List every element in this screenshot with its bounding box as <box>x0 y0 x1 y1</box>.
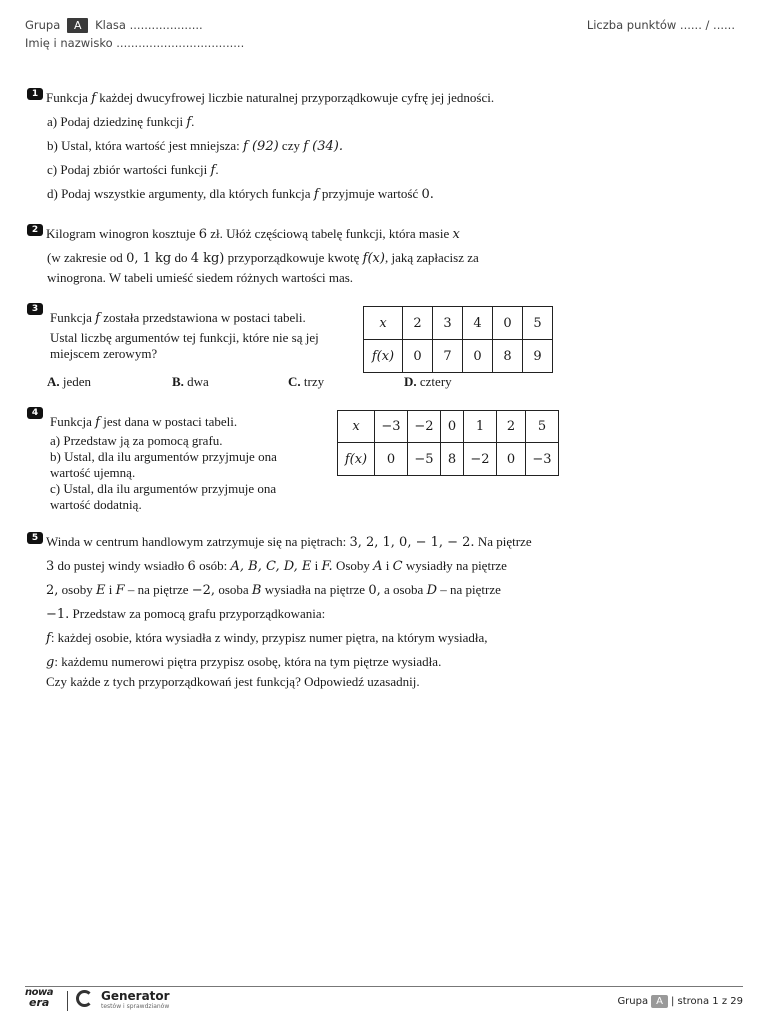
table-cell: 3 <box>433 307 463 340</box>
table-header-fx: f(x) <box>364 340 403 373</box>
generator-logo-icon <box>76 990 93 1007</box>
task-4-line-2: a) Przedstaw ją za pomocą grafu. <box>50 433 223 448</box>
table-row-x <box>338 411 559 443</box>
table-cell: 0 <box>375 443 408 476</box>
table-header-x: x <box>338 411 375 443</box>
task-4-number: 4 <box>27 407 43 419</box>
table-cell: −2 <box>408 411 441 443</box>
page-number: | strona 1 z 29 <box>670 996 743 1007</box>
task-2-number: 2 <box>27 224 43 236</box>
table-header-x: x <box>364 307 403 340</box>
table-row-fx <box>338 443 559 476</box>
table-cell: 8 <box>441 443 464 476</box>
task-2-line-2: (w zakresie od 0, 1 kg do 4 kg) przyporządkowuje kwotę f(x), jaką zapłacisz za <box>47 250 479 266</box>
table-cell: 4 <box>463 307 493 340</box>
task-4-line-5: c) Ustal, dla ilu argumentów przyjmuje ona <box>50 481 277 496</box>
task-5-line-1: Winda w centrum handlowym zatrzymuje się na piętrach: 3, 2, 1, 0, − 1, − 2. Na piętrze <box>46 534 532 550</box>
table-cell: 5 <box>523 307 553 340</box>
table-cell: −3 <box>526 443 559 476</box>
table-cell: 0 <box>463 340 493 373</box>
table-cell: 1 <box>464 411 497 443</box>
name-field: Imię i nazwisko ................................... <box>25 36 245 50</box>
table-cell: 2 <box>497 411 526 443</box>
group-badge: A <box>67 18 89 33</box>
task-1-a: a) Podaj dziedzinę funkcji f. <box>47 114 195 130</box>
table-row-fx <box>364 340 553 373</box>
class-field: Klasa .................... <box>95 18 203 32</box>
table-cell: −3 <box>375 411 408 443</box>
table-cell: 5 <box>526 411 559 443</box>
task-4-line-1: Funkcja f jest dana w postaci tabeli. <box>50 414 238 430</box>
points-field: Liczba punktów ...... / ...... <box>586 18 735 32</box>
answer-a[interactable]: A. jeden <box>47 374 92 389</box>
answer-b[interactable]: B. dwa <box>172 374 209 389</box>
task-1-number: 1 <box>27 88 43 100</box>
answer-c[interactable]: C. trzy <box>288 374 325 389</box>
task-1-c: c) Podaj zbiór wartości funkcji f. <box>47 162 219 178</box>
task-5-number: 5 <box>27 532 43 544</box>
table-cell: −2 <box>464 443 497 476</box>
task-5-line-5: f: każdej osobie, która wysiadła z windy, przypisz numer piętra, na którym wysiadła, <box>46 630 488 646</box>
table-row-x <box>364 307 553 340</box>
table-cell: 7 <box>433 340 463 373</box>
task-3-line-3: miejscem zerowym? <box>50 346 158 361</box>
task-4-line-6: wartość dodatnią. <box>50 497 142 512</box>
group-label: Grupa <box>25 18 61 32</box>
task-1-d: d) Podaj wszystkie argumenty, dla których funkcja f przyjmuje wartość 0. <box>47 186 434 202</box>
header-group-class <box>25 18 203 33</box>
task-5-line-6: g: każdemu numerowi piętra przypisz osobę, która na tym piętrze wysiadła. <box>46 654 442 670</box>
table-cell: 9 <box>523 340 553 373</box>
task-3-number: 3 <box>27 303 43 315</box>
task-4-value-table <box>337 410 559 476</box>
task-1-b: b) Ustal, która wartość jest mniejsza: f (92) czy f (34). <box>47 138 343 154</box>
task-2-line-3: winogrona. W tabeli umieść siedem różnych wartości mas. <box>47 270 354 285</box>
footer-divider <box>25 986 743 987</box>
table-cell: 0 <box>441 411 464 443</box>
footer-group-badge: A <box>651 995 668 1008</box>
task-4-line-3: b) Ustal, dla ilu argumentów przyjmuje ona <box>50 449 277 464</box>
nowa-era-logo: nowa era <box>25 987 53 1009</box>
generator-logo-text: Generator testów i sprawdzianów <box>101 989 170 1010</box>
table-cell: 0 <box>403 340 433 373</box>
task-5-line-2: 3 do pustej windy wsiadło 6 osób: A, B, C, D, E i F. Osoby A i C wysiadły na piętrze <box>46 558 507 574</box>
answer-d[interactable]: D. cztery <box>404 374 452 389</box>
task-3-line-2: Ustal liczbę argumentów tej funkcji, które nie są jej <box>50 330 319 345</box>
table-cell: 8 <box>493 340 523 373</box>
task-4-line-4: wartość ujemną. <box>50 465 136 480</box>
task-2-line-1: Kilogram winogron kosztuje 6 zł. Ułóż częściową tabelę funkcji, która masie x <box>46 226 460 242</box>
task-5-line-7: Czy każde z tych przyporządkowań jest funkcją? Odpowiedź uzasadnij. <box>46 674 420 689</box>
table-cell: −5 <box>408 443 441 476</box>
task-1-intro: Funkcja f każdej dwucyfrowej liczbie naturalnej przyporządkowuje cyfrę jej jedności. <box>46 90 495 106</box>
page-indicator: Grupa A | strona 1 z 29 <box>617 996 743 1007</box>
table-cell: 0 <box>497 443 526 476</box>
task-3-line-1: Funkcja f została przedstawiona w postaci tabeli. <box>50 310 306 326</box>
table-cell: 0 <box>493 307 523 340</box>
task-3-value-table <box>363 306 553 373</box>
task-5-line-4: −1. Przedstaw za pomocą grafu przyporządkowania: <box>46 606 326 622</box>
table-header-fx: f(x) <box>338 443 375 476</box>
task-5-line-3: 2, osoby E i F – na piętrze −2, osoba B wysiadła na piętrze 0, a osoba D – na piętrze <box>46 582 501 598</box>
logo-separator <box>67 991 68 1011</box>
table-cell: 2 <box>403 307 433 340</box>
